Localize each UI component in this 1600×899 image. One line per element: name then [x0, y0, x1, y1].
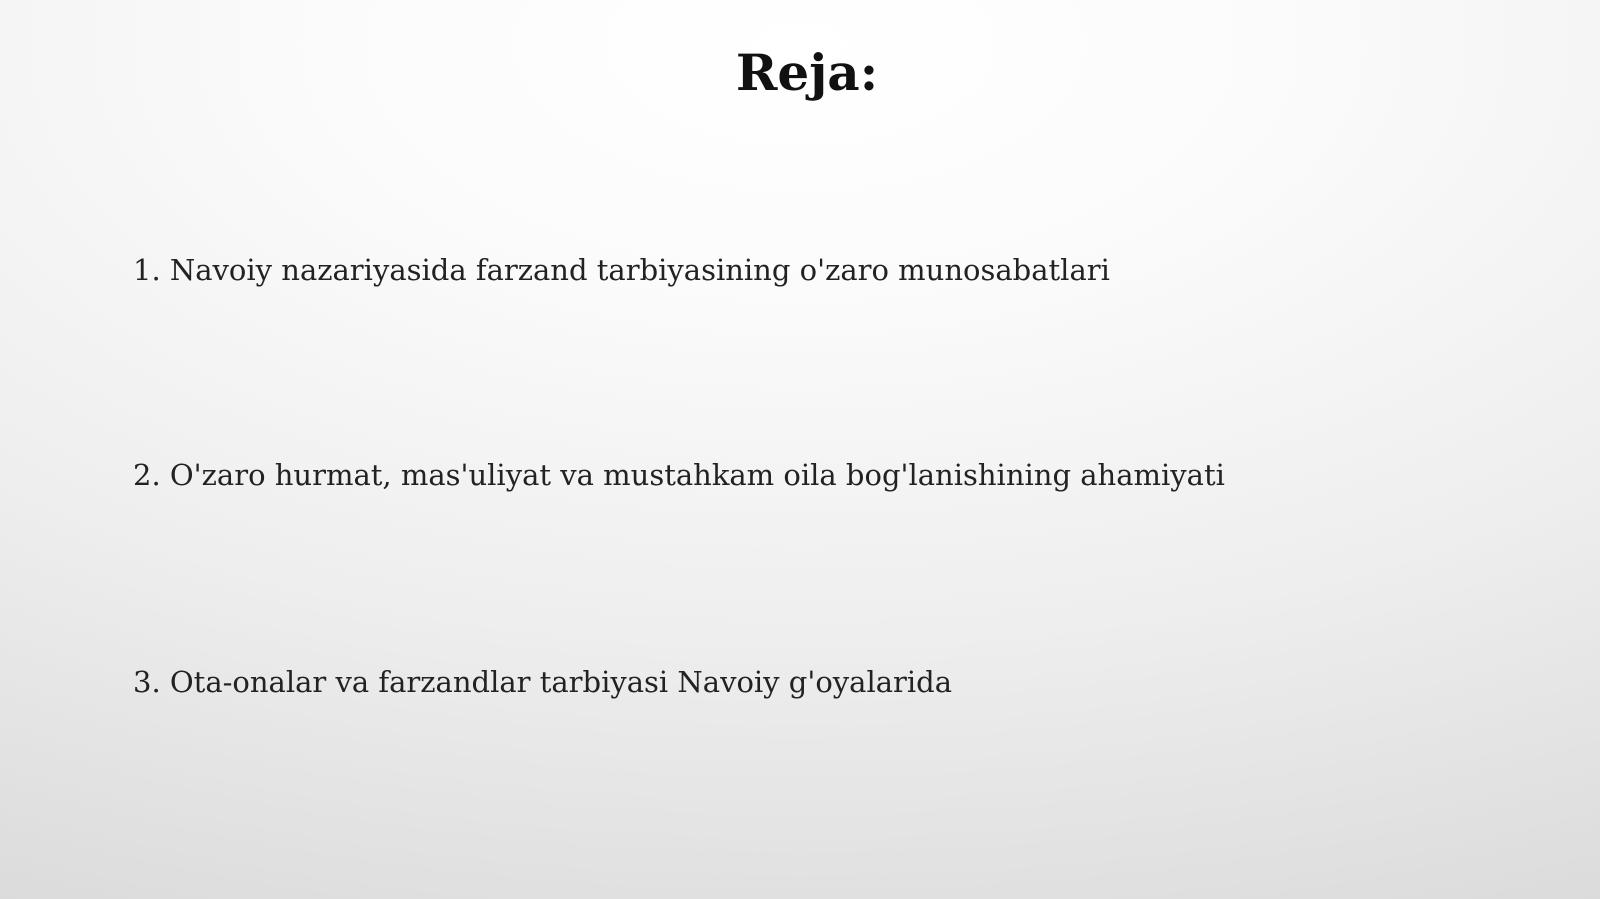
slide-title: Reja:	[735, 43, 879, 102]
plan-item-1: 1. Navoiy nazariyasida farzand tarbiyasining o'zaro munosabatlari	[133, 253, 1110, 287]
plan-item-3: 3. Ota-onalar va farzandlar tarbiyasi Navoiy g'oyalarida	[133, 665, 953, 699]
plan-item-2: 2. O'zaro hurmat, mas'uliyat va mustahkam oila bog'lanishining ahamiyati	[133, 458, 1225, 492]
